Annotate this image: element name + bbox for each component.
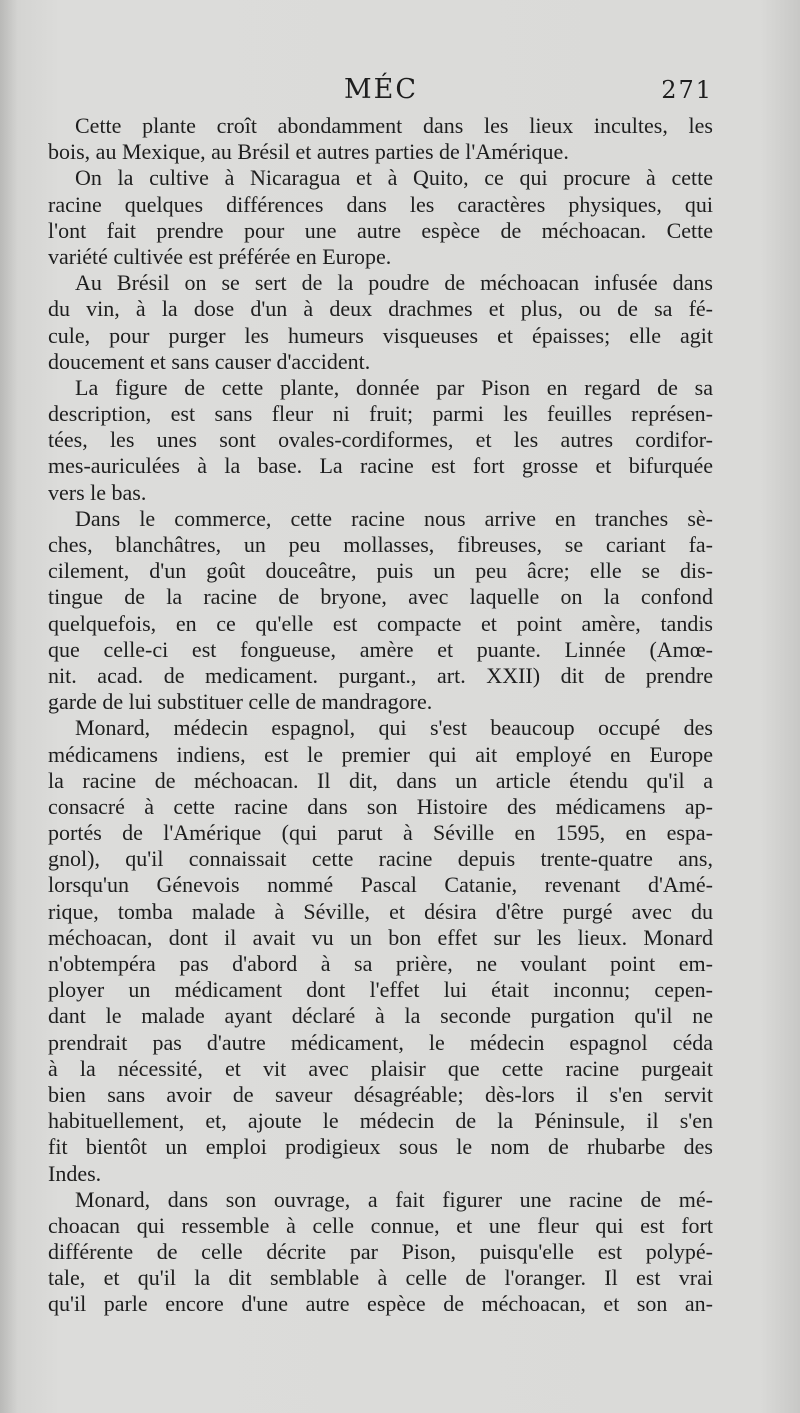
running-head [48,74,713,114]
text-line: La figure de cette plante, donnée par Pison en regard de sa [75,374,713,400]
text-line: fit bientôt un emploi prodigieux sous le nom de rhubarbe des [48,1134,713,1160]
text-line: tale, et qu'il la dit semblable à celle de l'oranger. Il est vrai [48,1265,713,1291]
text-line: bien sans avoir de saveur désagréable; dès-lors il s'en servit [48,1081,713,1107]
text-line: racine quelques différences dans les caractères physiques, qui [48,191,713,217]
text-line: l'ont fait prendre pour une autre espèce de méchoacan. Cette [48,217,713,243]
text-line: méchoacan, dont il avait vu un bon effet sur les lieux. Monard [48,924,713,950]
text-line: du vin, à la dose d'un à deux drachmes et plus, ou de sa fé- [48,296,713,322]
text-line: quelquefois, en ce qu'elle est compacte et point amère, tandis [48,610,713,636]
text-line: Dans le commerce, cette racine nous arrive en tranches sè- [75,505,713,531]
text-line: ches, blanchâtres, un peu mollasses, fibreuses, se cariant fa- [48,532,713,557]
text-line: variété cultivée est préférée en Europe. [48,243,392,269]
text-line: bois, au Mexique, au Brésil et autres parties de l'Amérique. [48,139,569,165]
text-line: Au Brésil on se sert de la poudre de méchoacan infusée dans [75,270,713,296]
text-line: Monard, médecin espagnol, qui s'est beaucoup occupé des [75,715,713,741]
text-line: Cette plante croît abondamment dans les lieux incultes, les [75,113,713,138]
text-line: cule, pour purger les humeurs visqueuses et épaisses; elle agit [48,322,713,348]
text-line: dant le malade ayant déclaré à la seconde purgation qu'il ne [48,1003,713,1029]
text-line: description, est sans fleur ni fruit; parmi les feuilles représen- [48,401,713,427]
text-line: à la nécessité, et vit avec plaisir que cette racine purgeait [48,1055,713,1081]
text-line: On la cultive à Nicaragua et à Quito, ce qui procure à cette [75,165,713,191]
text-line: portés de l'Amérique (qui parut à Séville en 1595, en espa- [48,820,713,846]
text-line: consacré à cette racine dans son Histoire des médicamens ap- [48,793,713,819]
paragraph [48,113,713,165]
text-line: qu'il parle encore d'une autre espèce de méchoacan, et son an- [48,1291,713,1317]
text-line: habituellement, et, ajoute le médecin de la Péninsule, il s'en [48,1108,713,1134]
page-number: 271 [661,76,713,104]
paragraph [48,506,713,716]
text-line: cilement, d'un goût douceâtre, puis un peu âcre; elle se dis- [48,558,713,584]
text-line: vers le bas. [48,479,147,505]
paragraph [48,715,713,1186]
text-line: tingue de la racine de bryone, avec laquelle on la confond [48,584,713,610]
text-line: la racine de méchoacan. Il dit, dans un article étendu qu'il a [48,767,713,793]
text-line: nit. acad. de medicament. purgant., art. XXII) dit de prendre [48,662,713,688]
text-line: choacan qui ressemble à celle connue, et une fleur qui est fort [48,1212,713,1238]
text-line: n'obtempéra pas d'abord à sa prière, ne voulant point em- [48,951,713,976]
text-line: prendrait pas d'autre médicament, le médecin espagnol céda [48,1029,713,1055]
text-line: gnol), qu'il connaissait cette racine depuis trente-quatre ans, [48,846,713,872]
text-line: Indes. [48,1160,102,1186]
paragraph [48,270,713,375]
body-text [48,113,713,1318]
text-line: mes-auriculées à la base. La racine est fort grosse et bifurquée [48,453,713,479]
text-line: tées, les unes sont ovales-cordiformes, et les autres cordifor- [48,427,713,453]
paragraph [48,1187,713,1318]
text-line: que celle-ci est fongueuse, amère et puante. Linnée (Amœ- [48,636,713,662]
running-title: MÉC [344,74,419,105]
text-line: différente de celle décrite par Pison, puisqu'elle est polypé- [48,1239,713,1265]
text-line: lorsqu'un Génevois nommé Pascal Catanie, revenant d'Amé- [48,872,713,898]
text-line: Monard, dans son ouvrage, a fait figurer une racine de mé- [75,1186,713,1212]
paragraph [48,375,713,506]
text-line: rique, tomba malade à Séville, et désira d'être purgé avec du [48,898,713,924]
text-line: garde de lui substituer celle de mandragore. [48,689,433,715]
text-line: médicamens indiens, est le premier qui ait employé en Europe [48,741,713,767]
text-line: doucement et sans causer d'accident. [48,348,371,374]
paragraph [48,165,713,270]
text-line: ployer un médicament dont l'effet lui était inconnu; cepen- [48,977,713,1003]
